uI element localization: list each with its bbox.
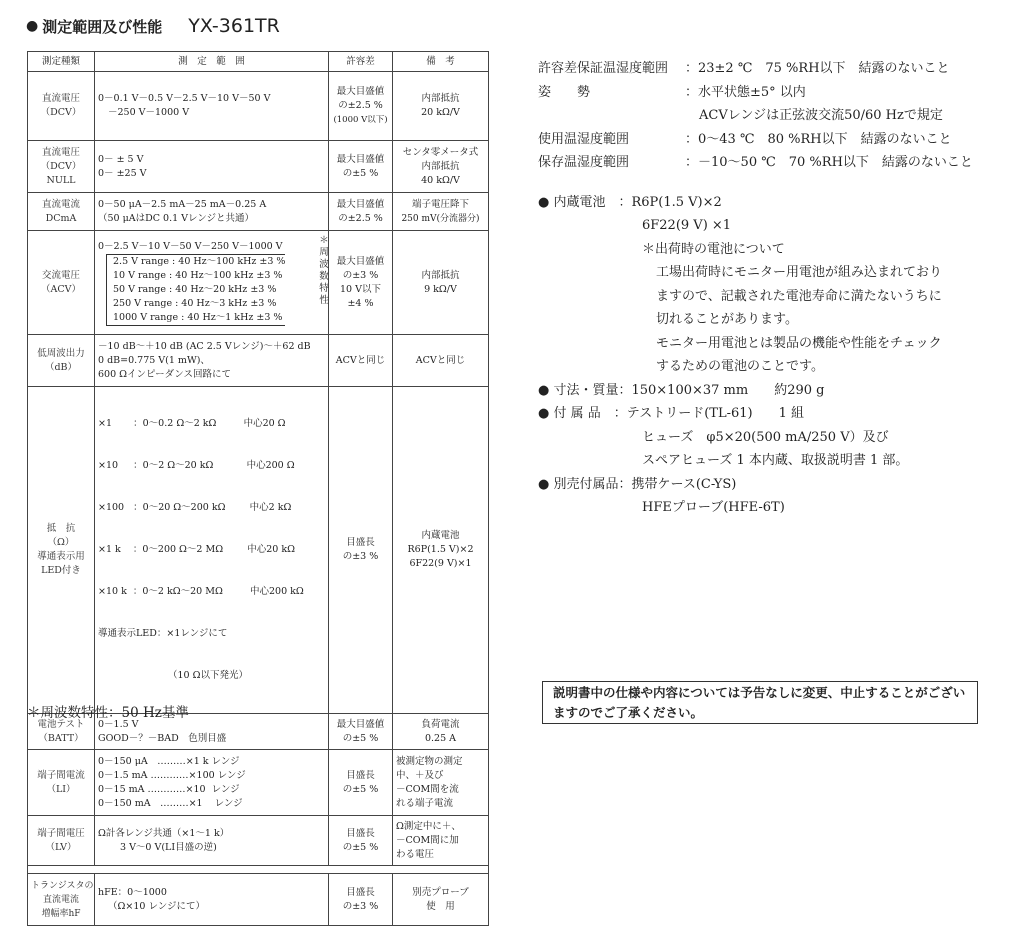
table-row-acv: [28, 231, 489, 335]
tolerance-cell: 最大目盛値 の±5 %: [329, 714, 393, 750]
battery-note-line: するための電池のことです。: [656, 359, 824, 374]
dimensions-weight: ● 寸法・質量：150×100×37 mm 約290 g: [538, 382, 825, 398]
range-cell: Ω計各レンジ共通（×1～1 k） 3 V～0 V(LI目盛の逆): [95, 816, 329, 866]
type-cell: トランジスタの 直流電流 増幅率hF: [28, 874, 95, 926]
bullet-icon: ●: [26, 18, 39, 34]
table-header-row: [28, 52, 489, 72]
tolerance-cell: 目盛長 の±5 %: [329, 750, 393, 816]
condition-row: 保存温湿度範囲 ：－10～50 ℃ 70 %RH以下 結露のないこと: [538, 155, 973, 170]
tolerance-cell: 最大目盛値 の±2.5 %: [329, 193, 393, 231]
table-row-dcv-null: [28, 141, 489, 193]
range-cell: 0－150 μA ………×1 k レンジ 0－1.5 mA …………×100 レンジ 0－15 mA …………×10 レンジ 0－150 mA ………×1 レンジ: [95, 750, 329, 816]
battery-note-line: ますので、記載された電池寿命に満たないうちに: [656, 288, 942, 304]
type-cell: 抵 抗 （Ω） 導通表示用 LED付き: [28, 387, 95, 714]
col-header-tolerance: 許容差: [329, 52, 393, 72]
tolerance-cell: 目盛長 の±3 %: [329, 387, 393, 714]
table-row-dcma: [28, 193, 489, 231]
remarks-cell: 端子電圧降下 250 mV(分流器分): [393, 193, 489, 231]
col-header-range: 測 定 範 囲: [95, 52, 329, 72]
range-cell: hFE：0～1000 （Ω×10 レンジにて）: [95, 874, 329, 926]
condition-row: 姿 勢 ：水平状態±5° 以内: [538, 84, 806, 100]
table-row-db: [28, 335, 489, 387]
tolerance-cell: 目盛長 の±5 %: [329, 816, 393, 866]
table-row-ohm: [28, 387, 489, 714]
remarks-cell: 内部抵抗 20 kΩ/V: [393, 72, 489, 141]
conditions-list: [538, 57, 998, 175]
spec-table: [27, 51, 489, 926]
range-cell: 0－ ± 5 V 0－ ±25 V: [95, 141, 329, 193]
battery-label: ● 内蔵電池 ：R6P(1.5 V)×2: [538, 194, 722, 210]
type-cell: 交流電圧 （ACV）: [28, 231, 95, 335]
table-row-li: [28, 750, 489, 816]
remarks-cell: センタ零メータ式 内部抵抗 40 kΩ/V: [393, 141, 489, 193]
section-title: 測定範囲及び性能: [42, 17, 163, 36]
type-cell: 端子間電流 （LI）: [28, 750, 95, 816]
type-cell: 直流電圧 （DCV） NULL: [28, 141, 95, 193]
range-cell: 0－0.1 V－0.5 V－2.5 V－10 V－50 V －250 V－1000 V: [95, 72, 329, 141]
accessories-line: スペアヒューズ 1 本内蔵、取扱説明書 1 部。: [642, 453, 909, 468]
battery-note-title: ＊出荷時の電池について: [642, 241, 785, 257]
tolerance-cell: ACVと同じ: [329, 335, 393, 387]
remarks-cell: 内部抵抗 9 kΩ/V: [393, 231, 489, 335]
type-cell: 直流電圧 （DCV）: [28, 72, 95, 141]
frequency-note: ＊ 周 波 数 特 性: [319, 235, 329, 306]
accessories-label: ● 付 属 品 ：テストリード(TL-61) 1 組: [538, 406, 805, 421]
battery-section: [538, 191, 998, 379]
battery-note-line: 工場出荷時にモニター用電池が組み込まれており: [656, 265, 943, 280]
table-gap: [28, 866, 489, 874]
table-row-lv: [28, 816, 489, 866]
condition-row: 許容差保証温湿度範囲 ：23±2 ℃ 75 %RH以下 結露のないこと: [538, 61, 950, 76]
condition-row: ACVレンジは正弦波交流50/60 Hzで規定: [699, 108, 943, 123]
remarks-cell: 別売プローブ 使 用: [393, 874, 489, 926]
type-cell: 電池テスト （BATT）: [28, 714, 95, 750]
condition-row: 使用温湿度範囲 ：0～43 ℃ 80 %RH以下 結露のないこと: [538, 131, 952, 147]
table-row-hfe: [28, 874, 489, 926]
options-line: HFEプローブ(HFE-6T): [642, 500, 785, 515]
range-bracket: 2.5 V range : 40 Hz～100 kHz ±3 % 10 V range : 40 Hz～100 kHz ±3 % 50 V range : 40 Hz～20 kHz ±3 % 250 V range : 40 Hz～3 kHz ±3 % 1000 V range : 40 Hz～1 kHz ±3 %: [106, 254, 285, 326]
table-row-dcv: [28, 72, 489, 141]
options-label: ● 別売付属品：携帯ケース(C-YS): [538, 476, 737, 492]
range-cell: －10 dB～＋10 dB (AC 2.5 Vレンジ)～＋62 dB 0 dB=0.775 V(1 mW)、 600 Ωインピーダンス回路にて: [95, 335, 329, 387]
tolerance-cell: 最大目盛値 の±3 % 10 V以下 ±4 %: [329, 231, 393, 335]
remarks-cell: 内蔵電池 R6P(1.5 V)×2 6F22(9 V)×1: [393, 387, 489, 714]
remarks-cell: 被測定物の測定 中、＋及び －COM間を流 れる端子電流: [393, 750, 489, 816]
tolerance-cell: 最大目盛値 の±2.5 % (1000 V以下): [329, 72, 393, 141]
col-header-type: 測定種類: [28, 52, 95, 72]
accessories-section: [538, 402, 998, 473]
battery-note-line: モニター用電池とは製品の機能や性能をチェック: [656, 335, 942, 351]
remarks-cell: 負荷電流 0.25 A: [393, 714, 489, 750]
specifications-panel: [538, 57, 998, 520]
section-heading: [26, 13, 280, 39]
range-cell: 0－1.5 V GOOD－？－BAD 色別目盛: [95, 714, 329, 750]
options-section: [538, 473, 998, 520]
battery-second: 6F22(9 V) ×1: [642, 218, 732, 233]
type-cell: 端子間電圧 （LV）: [28, 816, 95, 866]
model-number: YX-361TR: [188, 15, 280, 37]
notice-box: 説明書中の仕様や内容については予告なしに変更、中止することがございますのでご了承ください。: [542, 681, 978, 724]
range-cell: 0－2.5 V－10 V－50 V－250 V－1000 V 2.5 V range : 40 Hz～100 kHz ±3 % 10 V range : 40 Hz～100 kHz ±3 % 50 V range : 40 Hz～20 kHz ±3 % 250 V range : 40 Hz～3 kHz ±3 % 1000 V range : 40 Hz～1 kHz ±3 % ＊ 周 波 数 特 性: [95, 231, 329, 335]
remarks-cell: Ω測定中に＋、 －COM間に加 わる電圧: [393, 816, 489, 866]
type-cell: 直流電流 DCmA: [28, 193, 95, 231]
accessories-line: ヒューズ φ5×20(500 mA/250 V）及び: [642, 429, 889, 445]
battery-note-line: 切れることがあります。: [656, 312, 798, 327]
type-cell: 低周波出力 （dB）: [28, 335, 95, 387]
frequency-footnote: ＊周波数特性：50 Hz基準: [27, 705, 189, 721]
remarks-cell: ACVと同じ: [393, 335, 489, 387]
range-cell: ×1 ：0～0.2 Ω～2 kΩ 中心20 Ω ×10 ：0～2 Ω～20 kΩ 中心200 Ω ×100 ：0～20 Ω～200 kΩ 中心2 kΩ ×1 k ：0～200 Ω～2 MΩ 中心20 kΩ ×10 k ：0～2 kΩ～20 MΩ 中心200 kΩ 導通表示LED：×1レンジにて （10 Ω以下発光）: [95, 387, 329, 714]
tolerance-cell: 最大目盛値 の±5 %: [329, 141, 393, 193]
tolerance-cell: 目盛長 の±3 %: [329, 874, 393, 926]
range-cell: 0－50 μA－2.5 mA－25 mA－0.25 A （50 μAはDC 0.1 Vレンジと共通）: [95, 193, 329, 231]
col-header-remarks: 備 考: [393, 52, 489, 72]
